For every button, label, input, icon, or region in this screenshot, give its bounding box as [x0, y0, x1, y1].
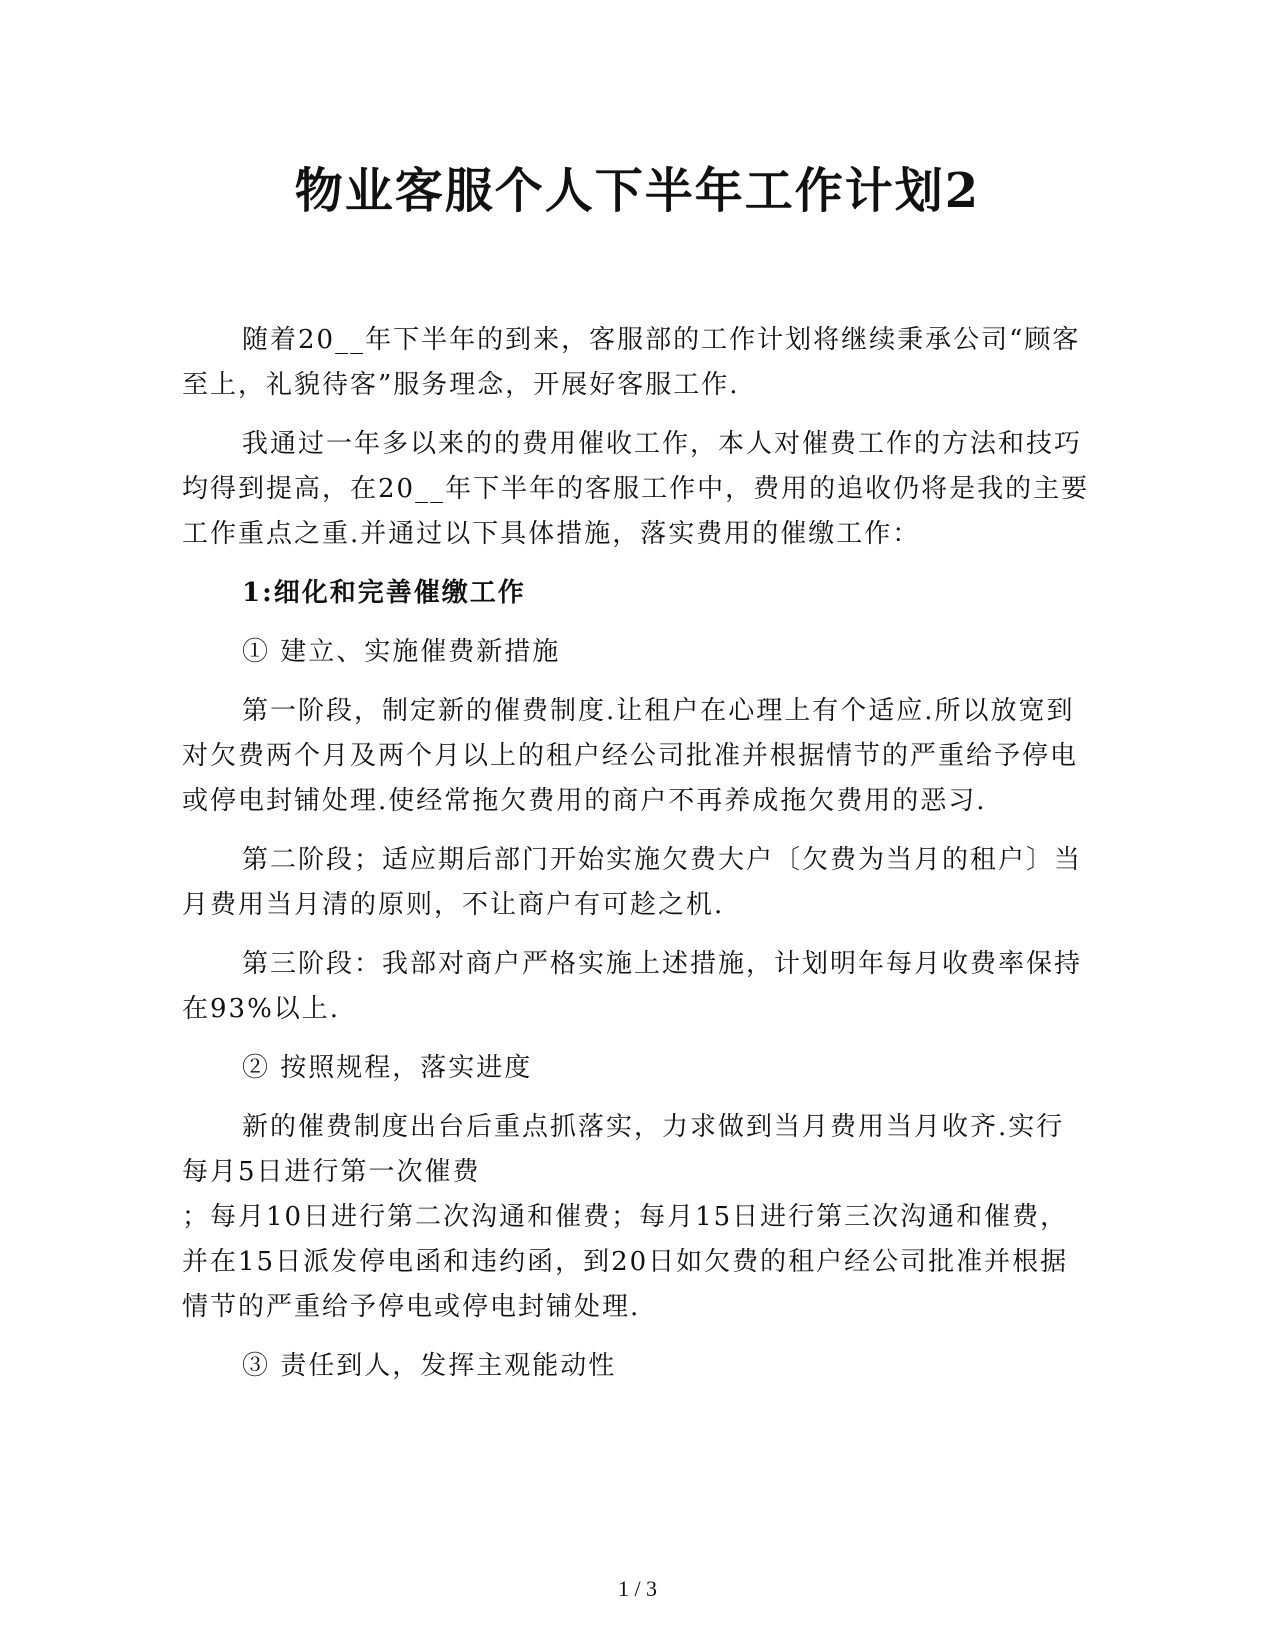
paragraph-schedule-start: 新的催费制度出台后重点抓落实，力求做到当月费用当月收齐.实行每月5日进行第一次催费: [182, 1112, 1065, 1187]
paragraph-fee-collection: 我通过一年多以来的的费用催收工作，本人对催费工作的方法和技巧均得到提高，在20__年下半年的客服工作中，费用的追收仍将是我的主要工作重点之重.并通过以下具体措施，落实费用的催缴工作：: [182, 429, 1090, 549]
paragraph-intro: 随着20__年下半年的到来，客服部的工作计划将继续秉承公司“顾客至上，礼貌待客”服务理念，开展好客服工作.: [182, 325, 1081, 400]
paragraph-stage-2: 第二阶段；适应期后部门开始实施欠费大户〔欠费为当月的租户〕当月费用当月清的原则，不让商户有可趁之机.: [182, 845, 1083, 920]
paragraph-stage-3: 第三阶段：我部对商户严格实施上述措施，计划明年每月收费率保持在93%以上.: [182, 949, 1083, 1024]
section-heading-1: 1:细化和完善催缴工作: [242, 578, 526, 608]
paragraph-schedule-continued: ；每月10日进行第二次沟通和催费；每月15日进行第三次沟通和催费，并在15日派发停电函和违约函，到20日如欠费的租户经公司批准并根据情节的严重给予停电或停电封铺处理.: [182, 1202, 1069, 1322]
document-title: 物业客服个人下半年工作计划2: [294, 163, 981, 219]
page-number: 1 / 3: [617, 1576, 658, 1601]
subheading-1: ① 建立、实施催费新措施: [242, 637, 561, 667]
subheading-2: ② 按照规程，落实进度: [242, 1053, 533, 1083]
document-body: [182, 318, 1092, 1403]
subheading-3: ③ 责任到人，发挥主观能动性: [242, 1351, 617, 1381]
paragraph-stage-1: 第一阶段，制定新的催费制度.让租户在心理上有个适应.所以放宽到对欠费两个月及两个月以上的租户经公司批准并根据情节的严重给予停电或停电封铺处理.使经常拖欠费用的商户不再养成拖欠费用的恶习.: [182, 696, 1079, 816]
